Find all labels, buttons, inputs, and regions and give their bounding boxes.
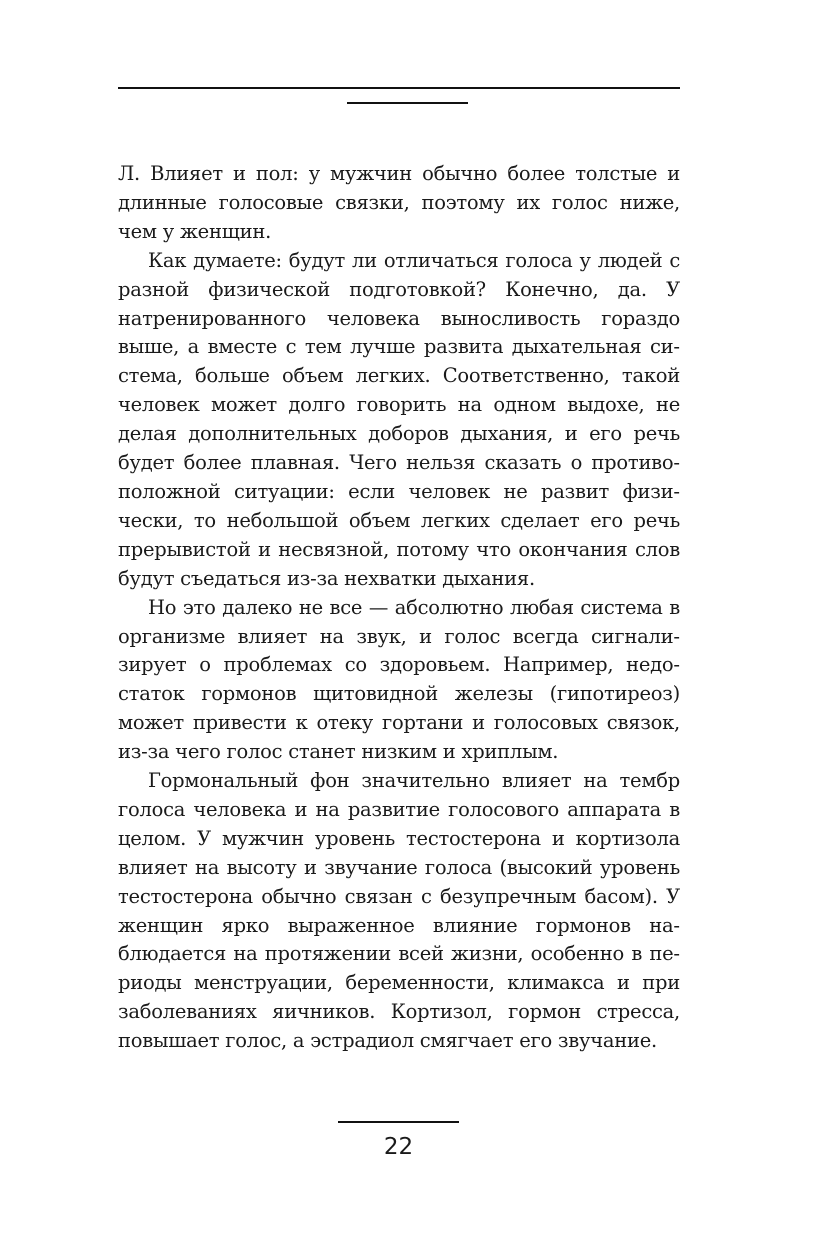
paragraph-continued: Л. Влияет и пол: у мужчин обычно более толстые и длинные голосовые связки, поэтому их голос ниже, чем у женщин. — [118, 162, 680, 243]
header-short-rule — [347, 102, 468, 104]
paragraph: Как думаете: будут ли отличаться голоса у людей с разной физической подготовкой? Конечно, да. У натренированного человека выносливость гораздо выше, а вместе с тем лучше развита дыхательная система, больше объем легких. Соответственно, такой человек может долго говорить на одном выдохе, не делая дополнительных доборов дыхания, и его речь будет более плавная. Чего нельзя сказать о противоположной ситуации: если человек не развит физически, то небольшой объем легких сделает его речь прерывистой и несвязной, потому что окончания слов будут съедаться из-за нехватки дыхания. — [118, 248, 680, 590]
body-text — [118, 160, 680, 1056]
page-number: 22 — [383, 1134, 414, 1160]
paragraph: Но это далеко не все — абсолютно любая система в организме влияет на звук, и голос всегда сигнализирует о проблемах со здоровьем. Например, недостаток гормонов щитовидной железы (гипотиреоз) может привести к отеку гортани и голосовых связок, из-за чего голос станет низким и хриплым. — [118, 595, 680, 764]
header-rule — [118, 87, 680, 89]
footer-rule — [338, 1121, 459, 1123]
paragraph: Гормональный фон значительно влияет на тембр голоса человека и на развитие голосового аппарата в целом. У мужчин уровень тестостерона и кортизола влияет на высоту и звучание голоса (высокий уровень тестостерона обычно связан с безупречным басом). У женщин ярко выраженное влияние гормонов наблюдается на протяжении всей жизни, особенно в периоды менструации, беременности, климакса и при заболеваниях яичников. Кортизол, гормон стресса, повышает голос, а эстрадиол смягчает его звучание. — [118, 769, 680, 1053]
